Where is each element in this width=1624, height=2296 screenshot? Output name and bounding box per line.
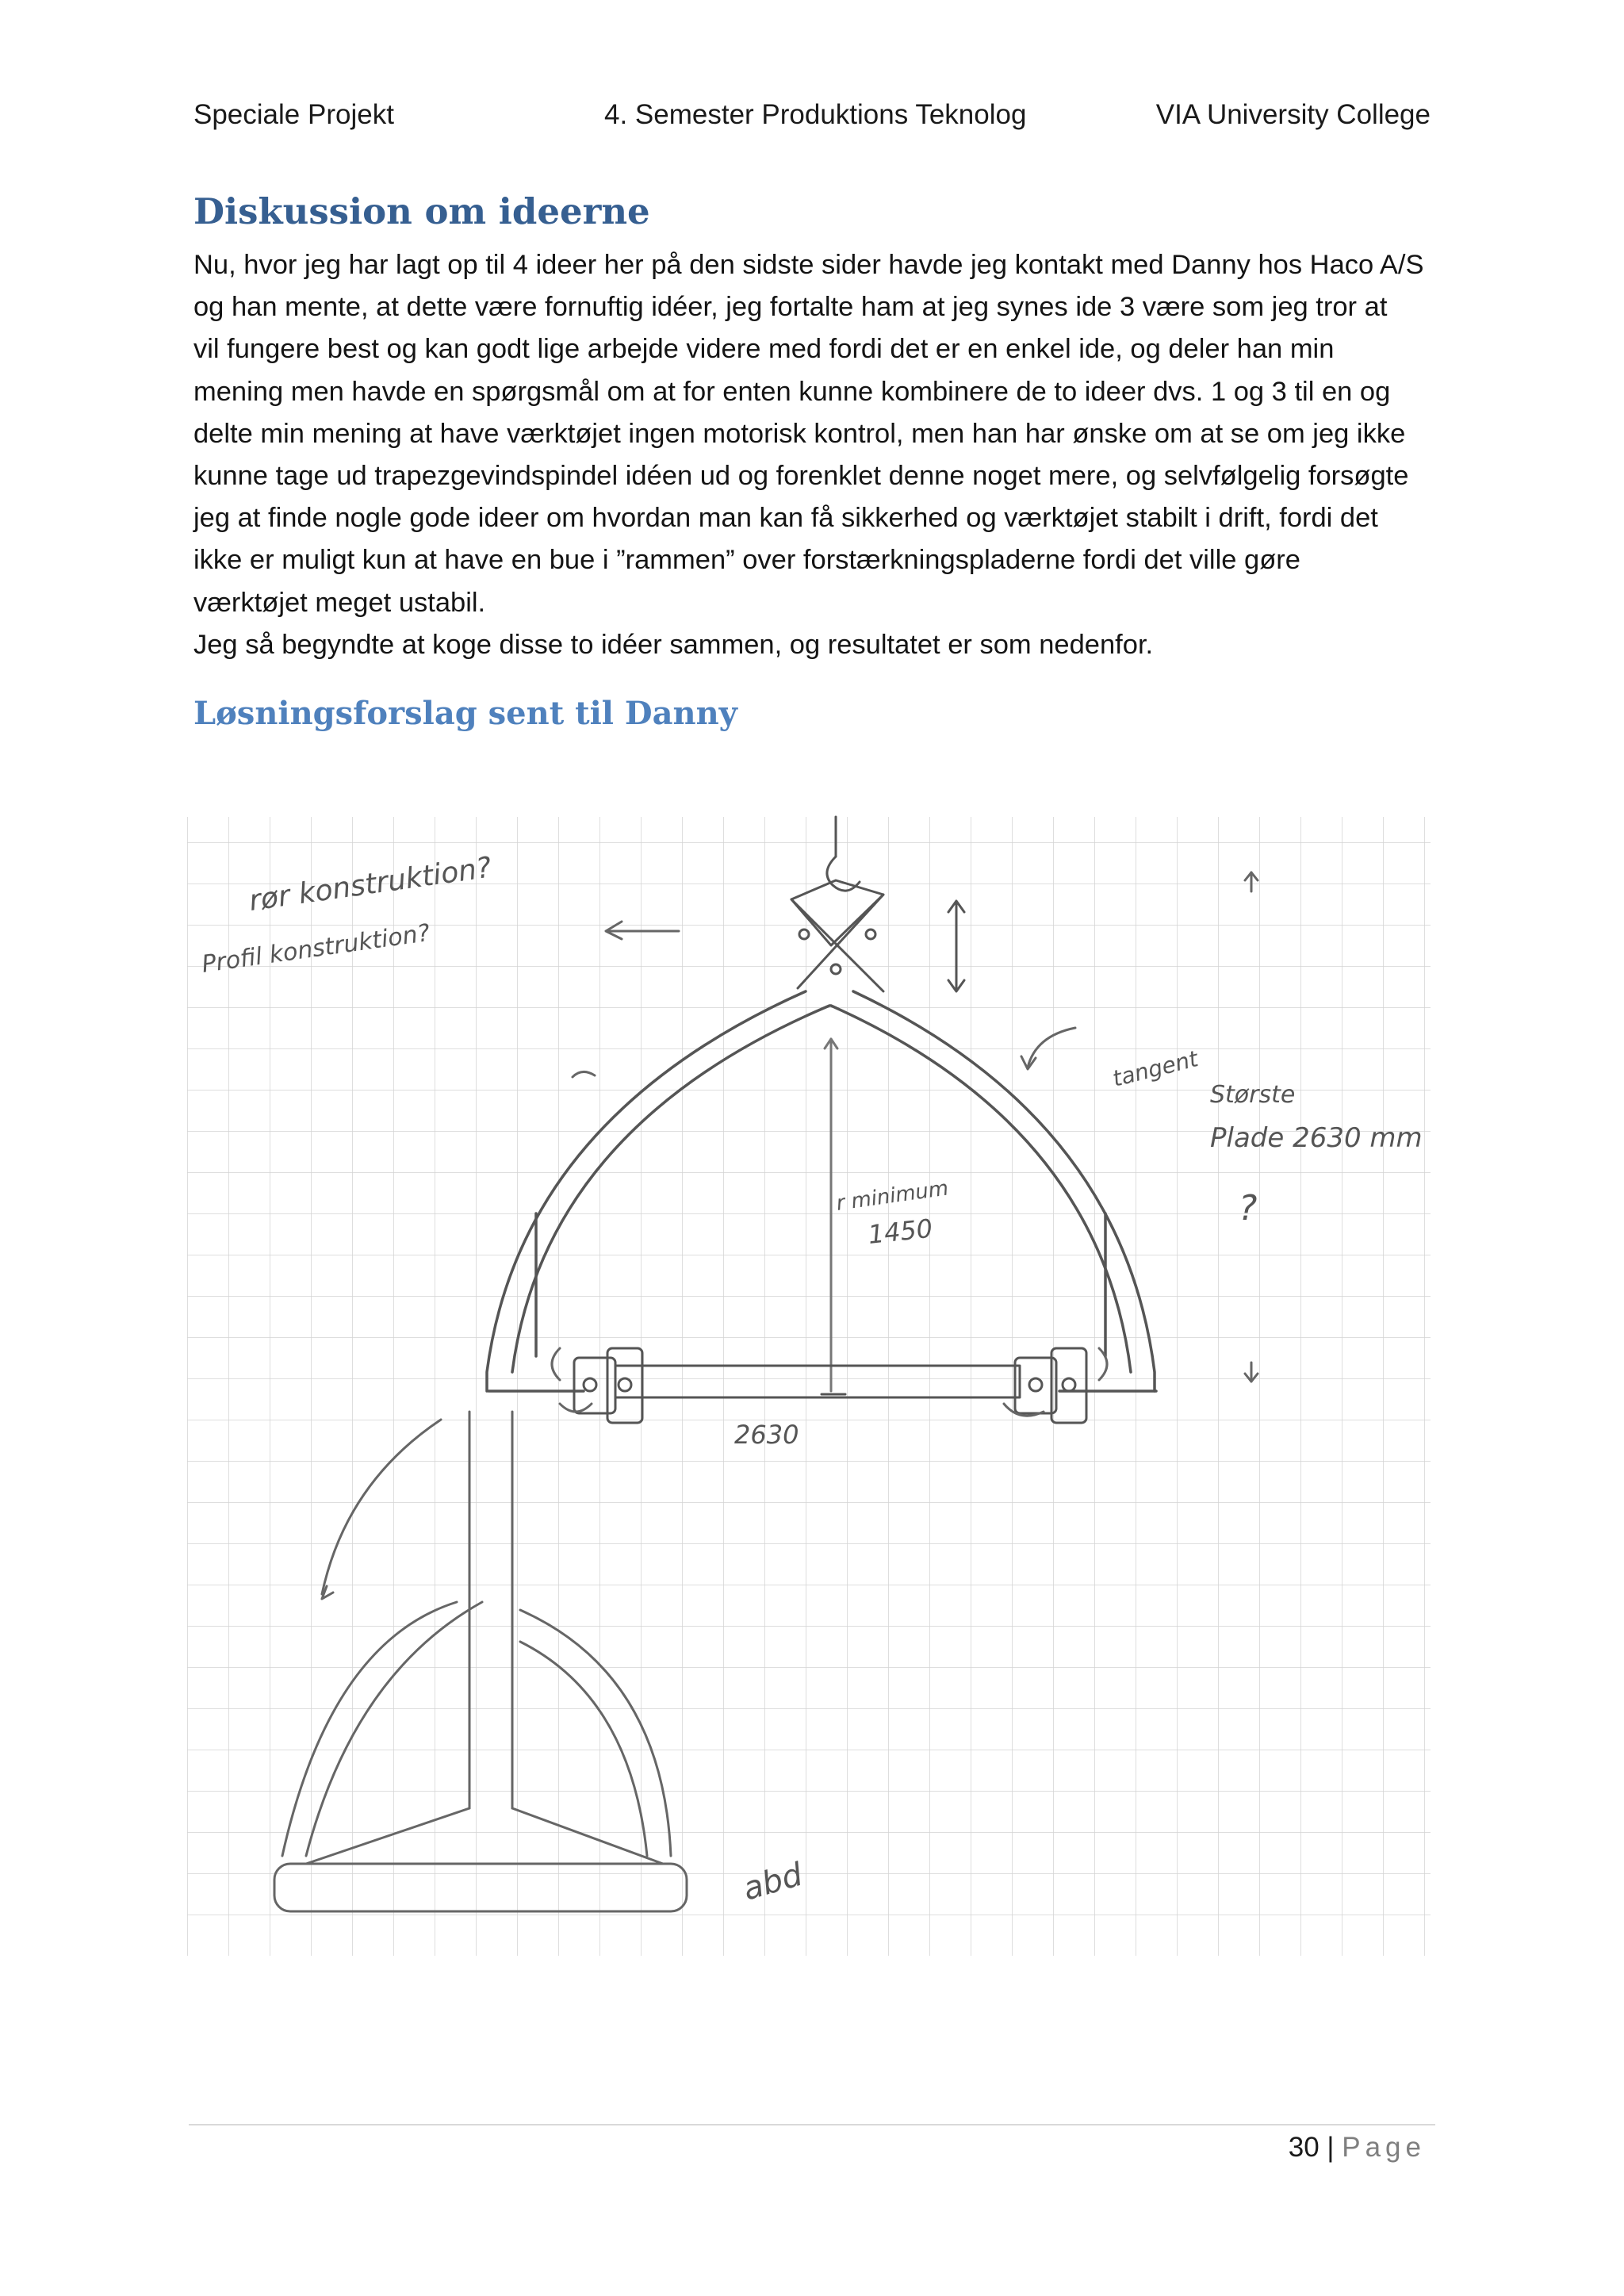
paragraph-line: Nu, hvor jeg har lagt op til 4 ideer her på den sidste sider havde jeg kontakt med Danny hos Haco A/S: [193, 250, 1424, 280]
annotation-storste: Største: [1210, 1081, 1296, 1109]
page-label: Page: [1342, 2132, 1426, 2163]
paragraph-line: kunne tage ud trapezgevindspindel idéen ud og forenklet denne noget mere, og selvfølgelig forsøgte: [193, 461, 1409, 492]
annotation-ror: rør konstruktion?: [247, 851, 494, 918]
page-footer: [1289, 2132, 1426, 2164]
annotation-minimum: r minimum: [834, 1176, 950, 1216]
hand-sketch: [187, 801, 1431, 1956]
paragraph-line: og han mente, at dette være fornuftig idéer, jeg fortalte ham at jeg synes ide 3 være som jeg tror at: [193, 292, 1388, 323]
section-title: Diskussion om ideerne: [193, 190, 650, 232]
footer-divider: [189, 2124, 1435, 2125]
paragraph-line: ikke er muligt kun at have en bue i ”rammen” over forstærkningspladerne fordi det ville gøre: [193, 545, 1300, 576]
paragraph-line: Jeg så begyndte at koge disse to idéer sammen, og resultatet er som nedenfor.: [193, 629, 1154, 660]
annotation-width-value: 2630: [734, 1420, 799, 1450]
header-center: 4. Semester Produktions Teknolog: [604, 99, 1027, 130]
paragraph-line: mening men havde en spørgsmål om at for enten kunne kombinere de to ideer dvs. 1 og 3 til en og: [193, 376, 1391, 407]
page-number: 30: [1288, 2132, 1320, 2163]
footer-separator: |: [1327, 2132, 1335, 2163]
paragraph-line: værktøjet meget ustabil.: [193, 587, 486, 618]
annotation-abd: abd: [739, 1856, 807, 1908]
annotation-min-value: 1450: [866, 1213, 934, 1250]
paragraph-line: jeg at finde nogle gode ideer om hvordan man kan få sikkerhed og værktøjet stabilt i drift, fordi det: [193, 503, 1378, 534]
annotation-profil: Profil konstruktion?: [200, 918, 432, 979]
header-left: Speciale Projekt: [193, 99, 394, 130]
annotation-plade: Plade 2630 mm: [1210, 1122, 1423, 1154]
annotation-tangent: tangent: [1109, 1045, 1201, 1092]
paragraph-line: vil fungere best og kan godt lige arbejde videre med fordi det er en enkel ide, og deler han min: [193, 334, 1335, 365]
page-header: [193, 99, 1431, 134]
graph-paper-grid: [187, 817, 1431, 1956]
paragraph-line: delte min mening at have værktøjet ingen motorisk kontrol, men han har ønske om at se om jeg ikke: [193, 418, 1406, 449]
subsection-title: Løsningsforslag sent til Danny: [193, 695, 737, 732]
header-right: VIA University College: [1155, 99, 1431, 130]
body-paragraph: [193, 244, 1446, 666]
sketch-drawing: [187, 801, 1431, 1956]
annotation-question: ?: [1239, 1188, 1258, 1228]
